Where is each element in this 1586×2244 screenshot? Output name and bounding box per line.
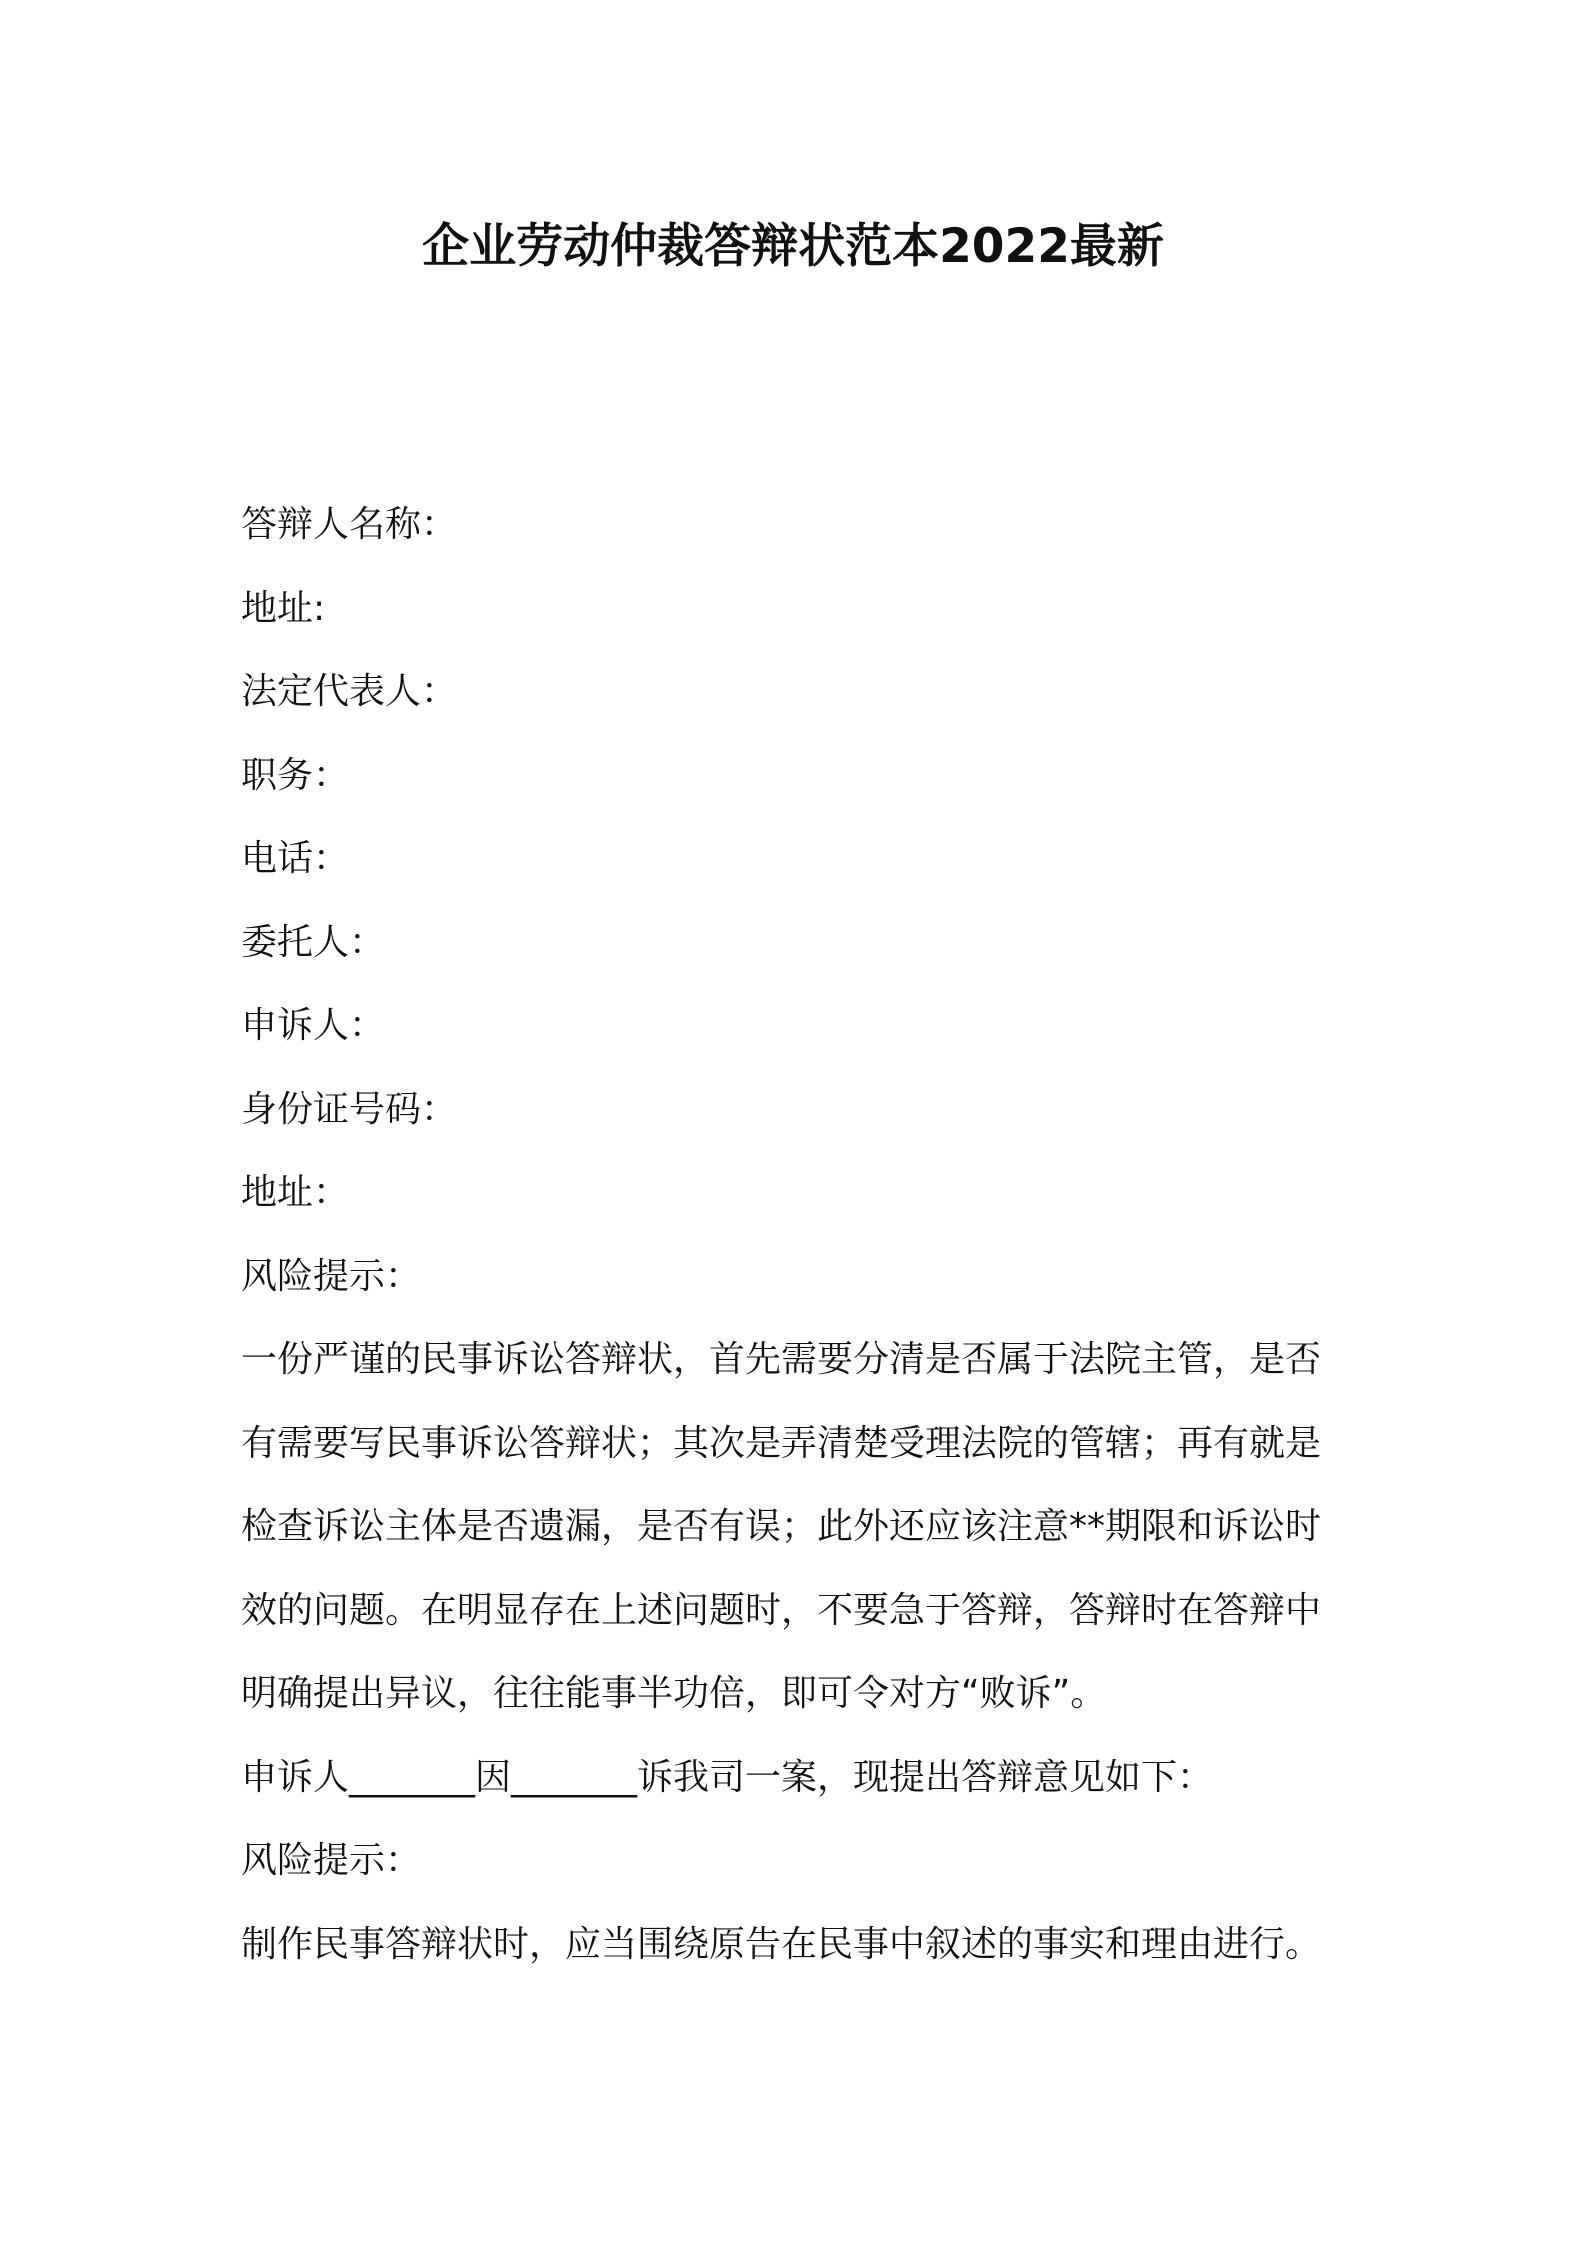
paragraph-line: 一份严谨的民事诉讼答辩状，首先需要分清是否属于法院主管，是否: [241, 1339, 1322, 1380]
document-title: 企业劳动仲裁答辩状范本2022最新: [422, 219, 1164, 274]
field-risk-tip: 风险提示：: [241, 1255, 422, 1297]
paragraph-line: 有需要写民事诉讼答辩状；其次是弄清楚受理法院的管辖；再有就是: [241, 1422, 1322, 1464]
closing-text: 制作民事答辩状时，应当围绕原告在民事中叙述的事实和理由进行。: [241, 1923, 1322, 1965]
field-legal-representative: 法定代表人：: [241, 671, 458, 712]
field-address: 地址:: [241, 587, 326, 629]
field-complainant-address: 地址：: [241, 1172, 350, 1213]
field-id-number: 身份证号码：: [241, 1088, 458, 1130]
risk-tip-label: 风险提示：: [241, 1840, 422, 1881]
paragraph-line: 效的问题。在明显存在上述问题时，不要急于答辩，答辩时在答辩中: [241, 1589, 1322, 1631]
field-phone: 电话：: [241, 838, 350, 879]
field-position: 职务：: [241, 754, 350, 796]
document-body: [241, 483, 1356, 1986]
field-respondent-name: 答辩人名称：: [241, 504, 458, 545]
field-agent: 委托人：: [241, 921, 386, 963]
risk-tip-paragraph: [241, 1318, 1356, 1736]
field-complainant: 申诉人：: [241, 1005, 386, 1046]
paragraph-line: 明确提出异议，往往能事半功倍，即可令对方“败诉”。: [241, 1673, 1107, 1714]
defense-statement: 申诉人_______因_______诉我司一案，现提出答辩意见如下：: [241, 1756, 1214, 1798]
paragraph-line: 检查诉讼主体是否遗漏，是否有误；此外还应该注意**期限和诉讼时: [241, 1506, 1322, 1547]
